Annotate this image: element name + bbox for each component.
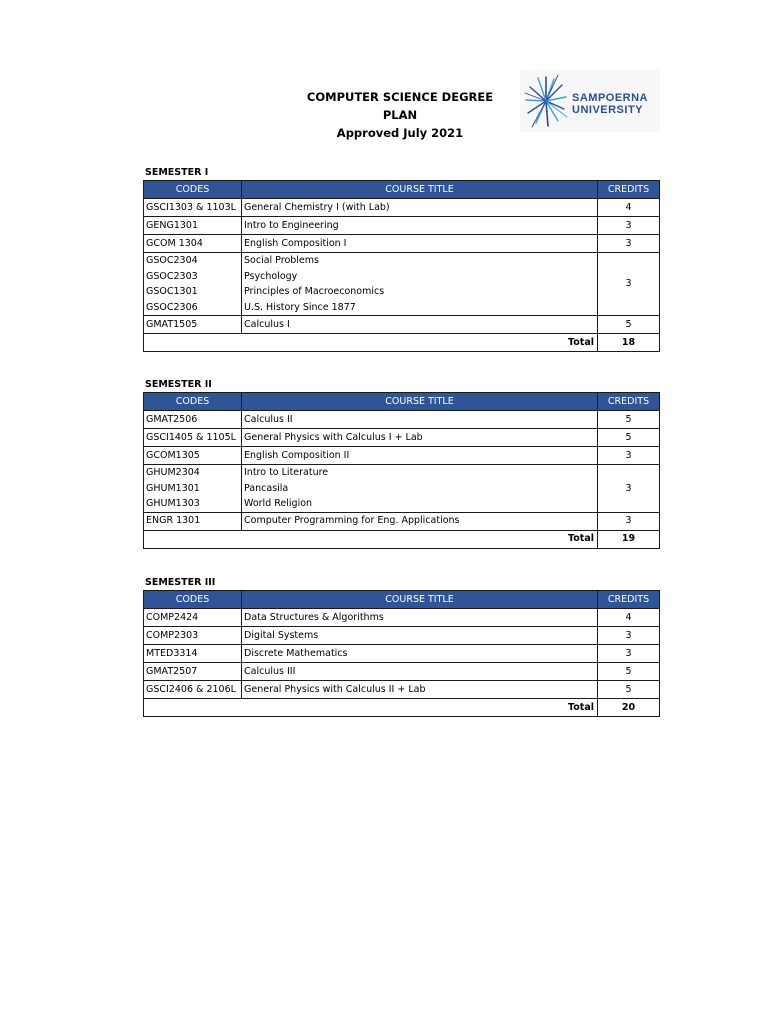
course-title: Computer Programming for Eng. Applications [244,515,460,527]
university-logo [520,70,660,132]
total-label: Total [144,530,598,548]
total-label: Total [144,699,598,717]
semester-label: SEMESTER I [145,167,209,178]
course-title: English Composition I [244,237,347,249]
total-row [144,334,660,352]
credits-header: CREDITS [598,591,660,609]
course-title-header: COURSE TITLE [242,591,598,609]
document-subtitle: Approved July 2021 [336,126,464,140]
logo-line-1: SAMPOERNA [572,92,649,104]
course-title: Intro to Engineering [244,219,339,231]
document-title-block [290,88,510,142]
course-title: Pancasila [244,482,289,494]
semester-section [143,377,659,549]
course-code: COMP2303 [146,629,199,641]
course-codes-cell [144,609,242,627]
course-codes-cell [144,316,242,334]
table-header-row [144,181,660,199]
credits-cell: 3 [598,253,660,316]
course-code: GENG1301 [146,219,199,231]
credits-cell: 4 [598,609,660,627]
table-row [144,609,660,627]
course-title-cell [242,609,598,627]
course-code: GHUM1301 [146,482,200,494]
total-row [144,699,660,717]
course-title: Calculus II [244,413,293,425]
codes-header: CODES [144,591,242,609]
table-row [144,465,660,513]
course-title-cell [242,465,598,513]
course-title: Discrete Mathematics [244,647,348,659]
course-codes-cell [144,681,242,699]
credits-cell: 3 [598,627,660,645]
course-codes-cell [144,253,242,316]
table-row [144,316,660,334]
table-row [144,627,660,645]
course-title: Social Problems [244,255,319,266]
course-title: Psychology [244,270,298,282]
course-codes-cell [144,199,242,217]
course-codes-cell [144,411,242,429]
credits-cell: 5 [598,663,660,681]
table-row [144,512,660,530]
credits-cell: 5 [598,681,660,699]
course-code: GSCI1405 & 1105L [146,431,236,443]
course-title-cell [242,681,598,699]
course-title: General Chemistry I (with Lab) [244,201,390,213]
total-label: Total [144,334,598,352]
semester-section [143,575,659,717]
credits-cell: 5 [598,411,660,429]
total-credits: 19 [598,530,660,548]
table-row [144,253,660,316]
course-codes-cell [144,429,242,447]
logo-line-2: UNIVERSITY [572,104,644,116]
starburst-icon [524,73,568,129]
course-title-cell [242,199,598,217]
course-title-header: COURSE TITLE [242,181,598,199]
course-title-cell [242,217,598,235]
credits-cell: 3 [598,645,660,663]
credits-cell: 3 [598,512,660,530]
course-title: Principles of Macroeconomics [244,286,385,297]
course-title: Calculus I [244,318,290,330]
table-header-row [144,591,660,609]
course-title: English Composition II [244,449,350,461]
total-credits: 20 [598,699,660,717]
course-table [143,590,660,717]
table-row [144,217,660,235]
course-code: GMAT2506 [146,413,198,425]
credits-cell: 5 [598,316,660,334]
credits-cell: 3 [598,235,660,253]
course-codes-cell [144,217,242,235]
table-header-row [144,393,660,411]
course-title: General Physics with Calculus I + Lab [244,431,423,443]
course-title: Digital Systems [244,629,319,641]
course-title-cell [242,235,598,253]
course-codes-cell [144,645,242,663]
course-title-cell [242,253,598,316]
course-code: GCOM 1304 [146,237,203,249]
course-code: GSOC2303 [146,270,198,282]
course-codes-cell [144,465,242,513]
course-title-cell [242,429,598,447]
course-title: World Religion [244,498,313,509]
course-title: Intro to Literature [244,467,329,478]
semester-label: SEMESTER III [145,577,216,588]
course-code: GHUM2304 [146,467,200,478]
table-row [144,199,660,217]
course-codes-cell [144,235,242,253]
credits-cell: 3 [598,217,660,235]
course-code: GMAT1505 [146,318,198,330]
codes-header: CODES [144,393,242,411]
table-row [144,447,660,465]
credits-cell: 4 [598,199,660,217]
course-title: General Physics with Calculus II + Lab [244,683,426,695]
course-title-cell [242,411,598,429]
course-codes-cell [144,512,242,530]
course-code: GCOM1305 [146,449,200,461]
course-title-cell [242,663,598,681]
table-row [144,645,660,663]
course-codes-cell [144,663,242,681]
course-title-cell [242,512,598,530]
course-code: MTED3314 [146,647,198,659]
course-title-cell [242,447,598,465]
table-row [144,235,660,253]
credits-header: CREDITS [598,181,660,199]
table-row [144,429,660,447]
course-code: ENGR 1301 [146,515,201,527]
semester-section [143,165,659,352]
course-title: Calculus III [244,665,296,677]
table-row [144,681,660,699]
course-codes-cell [144,627,242,645]
course-title: Data Structures & Algorithms [244,611,384,623]
logo-wordmark [572,92,648,116]
course-code: GMAT2507 [146,665,198,677]
semester-label: SEMESTER II [145,379,212,390]
course-code: GSCI1303 & 1103L [146,201,236,213]
course-title-cell [242,645,598,663]
codes-header: CODES [144,181,242,199]
course-codes-cell [144,447,242,465]
table-row [144,411,660,429]
course-title: U.S. History Since 1877 [244,301,356,313]
course-code: GHUM1303 [146,498,200,509]
course-code: GSCI2406 & 2106L [146,683,236,695]
course-title-header: COURSE TITLE [242,393,598,411]
course-table [143,392,660,549]
total-credits: 18 [598,334,660,352]
total-row [144,530,660,548]
course-title-cell [242,627,598,645]
course-code: GSOC2306 [146,301,198,313]
document-title: COMPUTER SCIENCE DEGREE PLAN [306,90,494,122]
course-code: COMP2424 [146,611,199,623]
credits-cell: 5 [598,429,660,447]
course-code: GSOC1301 [146,286,198,297]
course-table [143,180,660,352]
credits-cell: 3 [598,447,660,465]
table-row [144,663,660,681]
course-code: GSOC2304 [146,255,198,266]
credits-cell: 3 [598,465,660,513]
credits-header: CREDITS [598,393,660,411]
course-title-cell [242,316,598,334]
